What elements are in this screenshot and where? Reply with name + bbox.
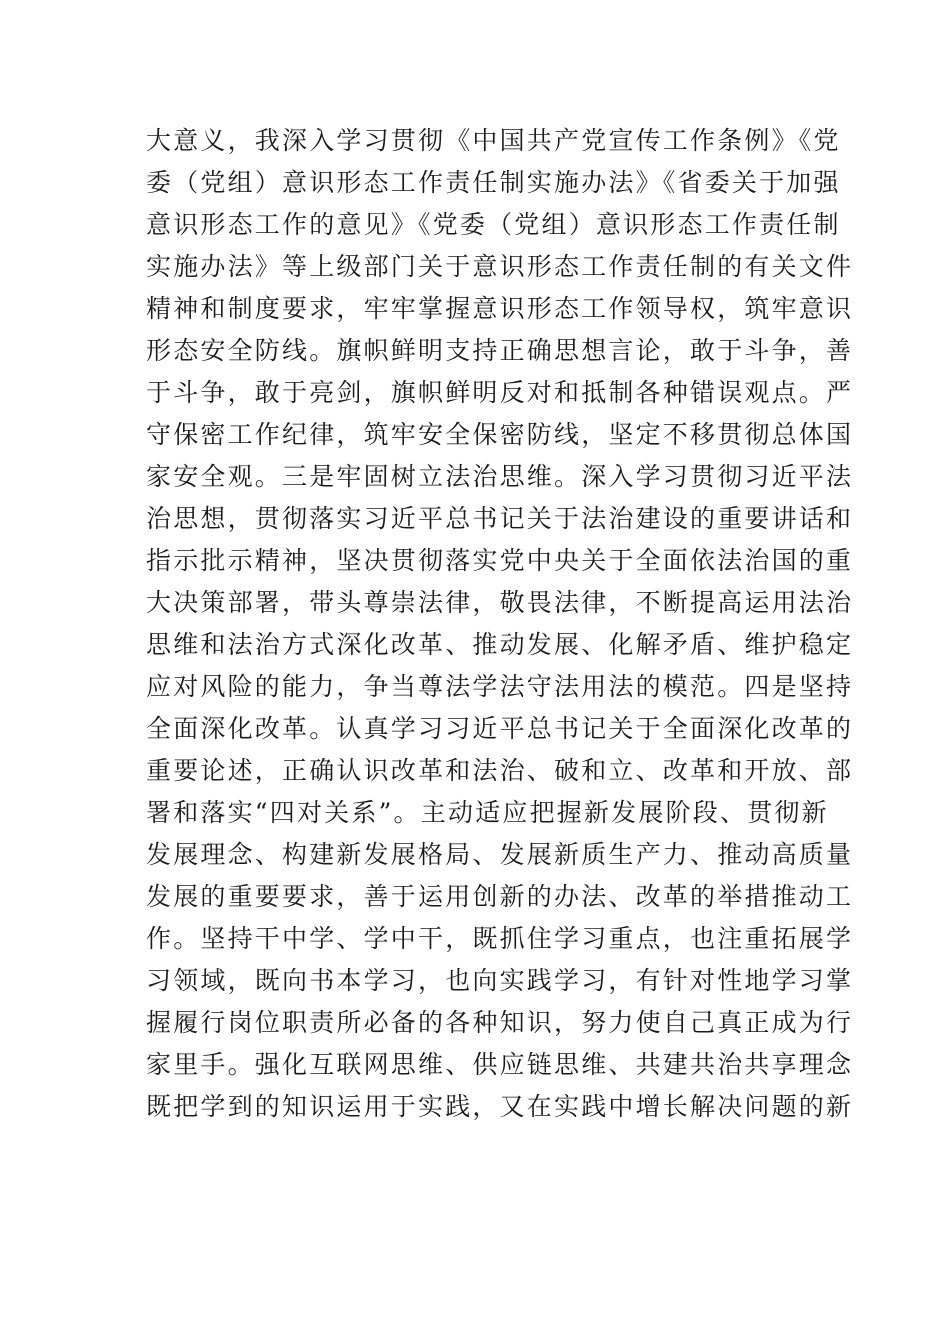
- text-line: 形态安全防线。旗帜鲜明支持正确思想言论，敢于斗争，善: [146, 336, 854, 365]
- text-line: 署和落实“四对关系”。主动适应把握新发展阶段、贯彻新: [146, 798, 829, 827]
- text-line: 意识形态工作的意见》《党委（党组）意识形态工作责任制: [146, 210, 841, 239]
- text-line: 发展理念、构建新发展格局、发展新质生产力、推动高质量: [146, 840, 854, 869]
- text-line: 全面深化改革。认真学习习近平总书记关于全面深化改革的: [146, 714, 854, 743]
- text-line: 指示批示精神，坚决贯彻落实党中央关于全面依法治国的重: [146, 546, 854, 575]
- text-line: 精神和制度要求，牢牢掌握意识形态工作领导权，筑牢意识: [146, 294, 854, 323]
- text-line: 实施办法》等上级部门关于意识形态工作责任制的有关文件: [146, 252, 854, 281]
- text-line: 作。坚持干中学、学中干，既抓住学习重点，也注重拓展学: [146, 924, 854, 953]
- text-line: 大意义，我深入学习贯彻《中国共产党宣传工作条例》《党: [146, 126, 841, 155]
- body-paragraph: [146, 120, 854, 1128]
- text-line: 于斗争，敢于亮剑，旗帜鲜明反对和抵制各种错误观点。严: [146, 378, 854, 407]
- text-line: 习领域，既向书本学习，也向实践学习，有针对性地学习掌: [146, 966, 854, 995]
- text-line: 握履行岗位职责所必备的各种知识，努力使自己真正成为行: [146, 1008, 854, 1037]
- text-line: 发展的重要要求，善于运用创新的办法、改革的举措推动工: [146, 882, 854, 911]
- text-line: 家安全观。三是牢固树立法治思维。深入学习贯彻习近平法: [146, 462, 854, 491]
- text-line: 大决策部署，带头尊崇法律，敬畏法律，不断提高运用法治: [146, 588, 854, 617]
- text-line: 思维和法治方式深化改革、推动发展、化解矛盾、维护稳定: [146, 630, 854, 659]
- text-line: 重要论述，正确认识改革和法治、破和立、改革和开放、部: [146, 756, 854, 785]
- text-line: 家里手。强化互联网思维、供应链思维、共建共治共享理念: [146, 1050, 854, 1079]
- text-line: 应对风险的能力，争当尊法学法守法用法的模范。四是坚持: [146, 672, 854, 701]
- text-line: 既把学到的知识运用于实践，又在实践中增长解决问题的新: [146, 1092, 854, 1121]
- text-line: 委（党组）意识形态工作责任制实施办法》《省委关于加强: [146, 168, 841, 197]
- text-line: 治思想，贯彻落实习近平总书记关于法治建设的重要讲话和: [146, 504, 854, 533]
- text-line: 守保密工作纪律，筑牢安全保密防线，坚定不移贯彻总体国: [146, 420, 854, 449]
